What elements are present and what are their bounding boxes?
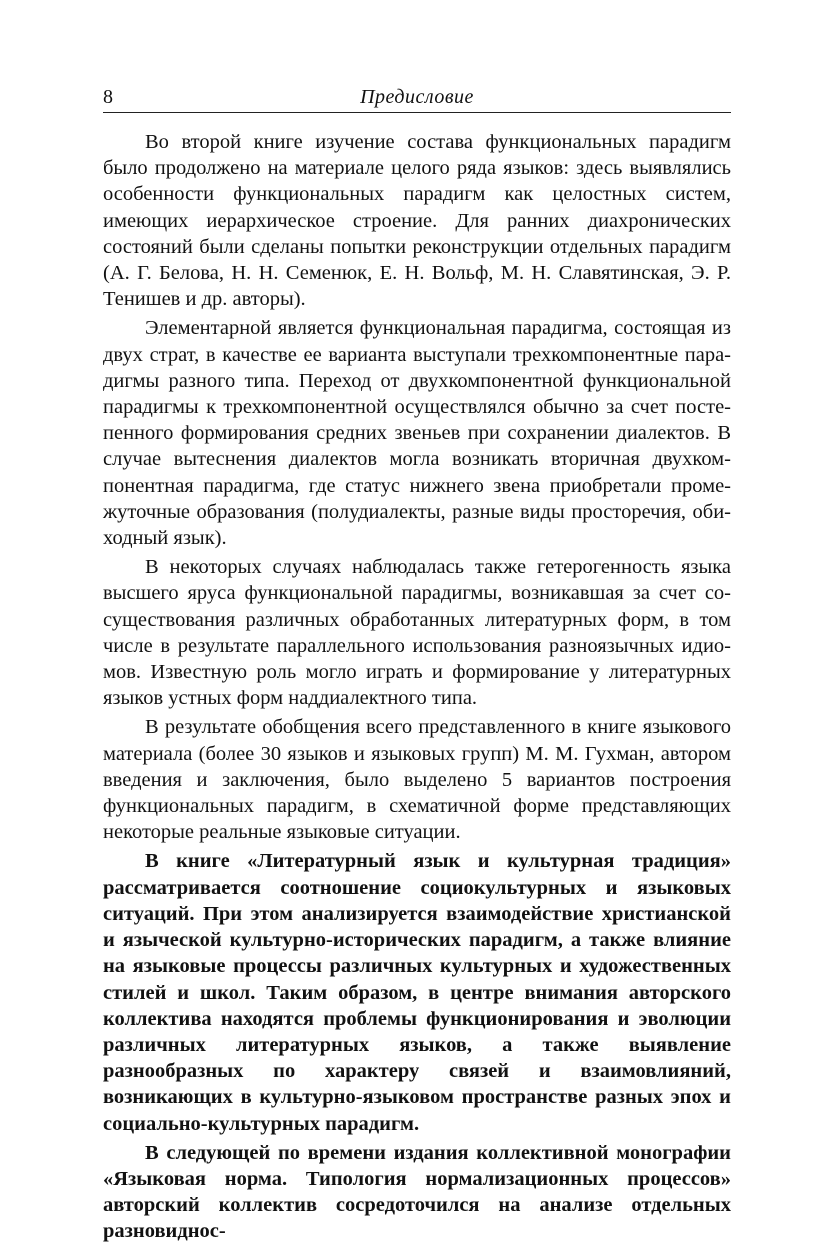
body-text	[103, 129, 731, 1245]
page-number: 8	[103, 86, 113, 108]
paragraph: Элементарной является функциональная парадигма, состоящая из двух страт, в качестве ее варианта выступали трехкомпонентные парадигмы разного типа. Переход от двухкомпонентной функциональной парадигмы к трехкомпонентной осуществлялся обычно за счет постепенного формирования средних звеньев при сохранении диалектов. В случае вытеснения диалектов могла возникать вторичная двухкомпонентная парадигма, где статус нижнего звена приобретали промежуточные образования (полудиалекты, разные виды просторечия, обиходный язык).	[103, 317, 731, 550]
running-title: Предисловие	[360, 86, 474, 108]
paragraph: В книге «Литературный язык и культурная традиция» рассматривается соотношение социокультурных и языковых ситуаций. При этом анализируется взаимодействие христианской и языческой культурно-исторических парадигм, а также влияние на языковые процессы различных культурных и художественных стилей и школ. Таким образом, в центре внимания авторского коллектива находятся проблемы функционирования и эволюции различных литературных языков, а также выявление разнообразных по характеру связей и взаимовлияний, возникающих в культурно-языковом пространстве разных эпох и социально-культурных парадигм.	[103, 850, 731, 1135]
book-page	[103, 82, 731, 1248]
paragraph: В результате обобщения всего представленного в книге языкового материала (более 30 языков и языковых групп) М. М. Гухман, автором введения и заключения, было выделено 5 вариантов построения функциональных парадигм, в схематичной форме представляющих некоторые реальные языковые ситуации.	[103, 716, 731, 844]
paragraph: В некоторых случаях наблюдалась также гетерогенность языка высшего яруса функциональной парадигмы, возникавшая за счет сосуществования различных обработанных литературных форм, в том числе в результате параллельного использования разноязычных идиомов. Известную роль могло играть и формирование у литературных языков устных форм наддиалектного типа.	[103, 556, 731, 710]
paragraph: Во второй книге изучение состава функциональных парадигм было продолжено на материале целого ряда языков: здесь выявлялись особенности функциональных парадигм как целостных систем, имеющих иерархическое строение. Для ранних диахронических состояний были сделаны попытки реконструкции отдельных парадигм (А. Г. Белова, Н. Н. Семенюк, Е. Н. Вольф, М. Н. Славятинская, Э. Р. Тенишев и др. авторы).	[103, 131, 731, 311]
running-header	[103, 82, 731, 113]
paragraph: В следующей по времени издания коллективной монографии «Языковая норма. Типология нормализационных процессов» авторский коллектив сосредоточился на анализе отдельных разновиднос-	[103, 1141, 731, 1243]
